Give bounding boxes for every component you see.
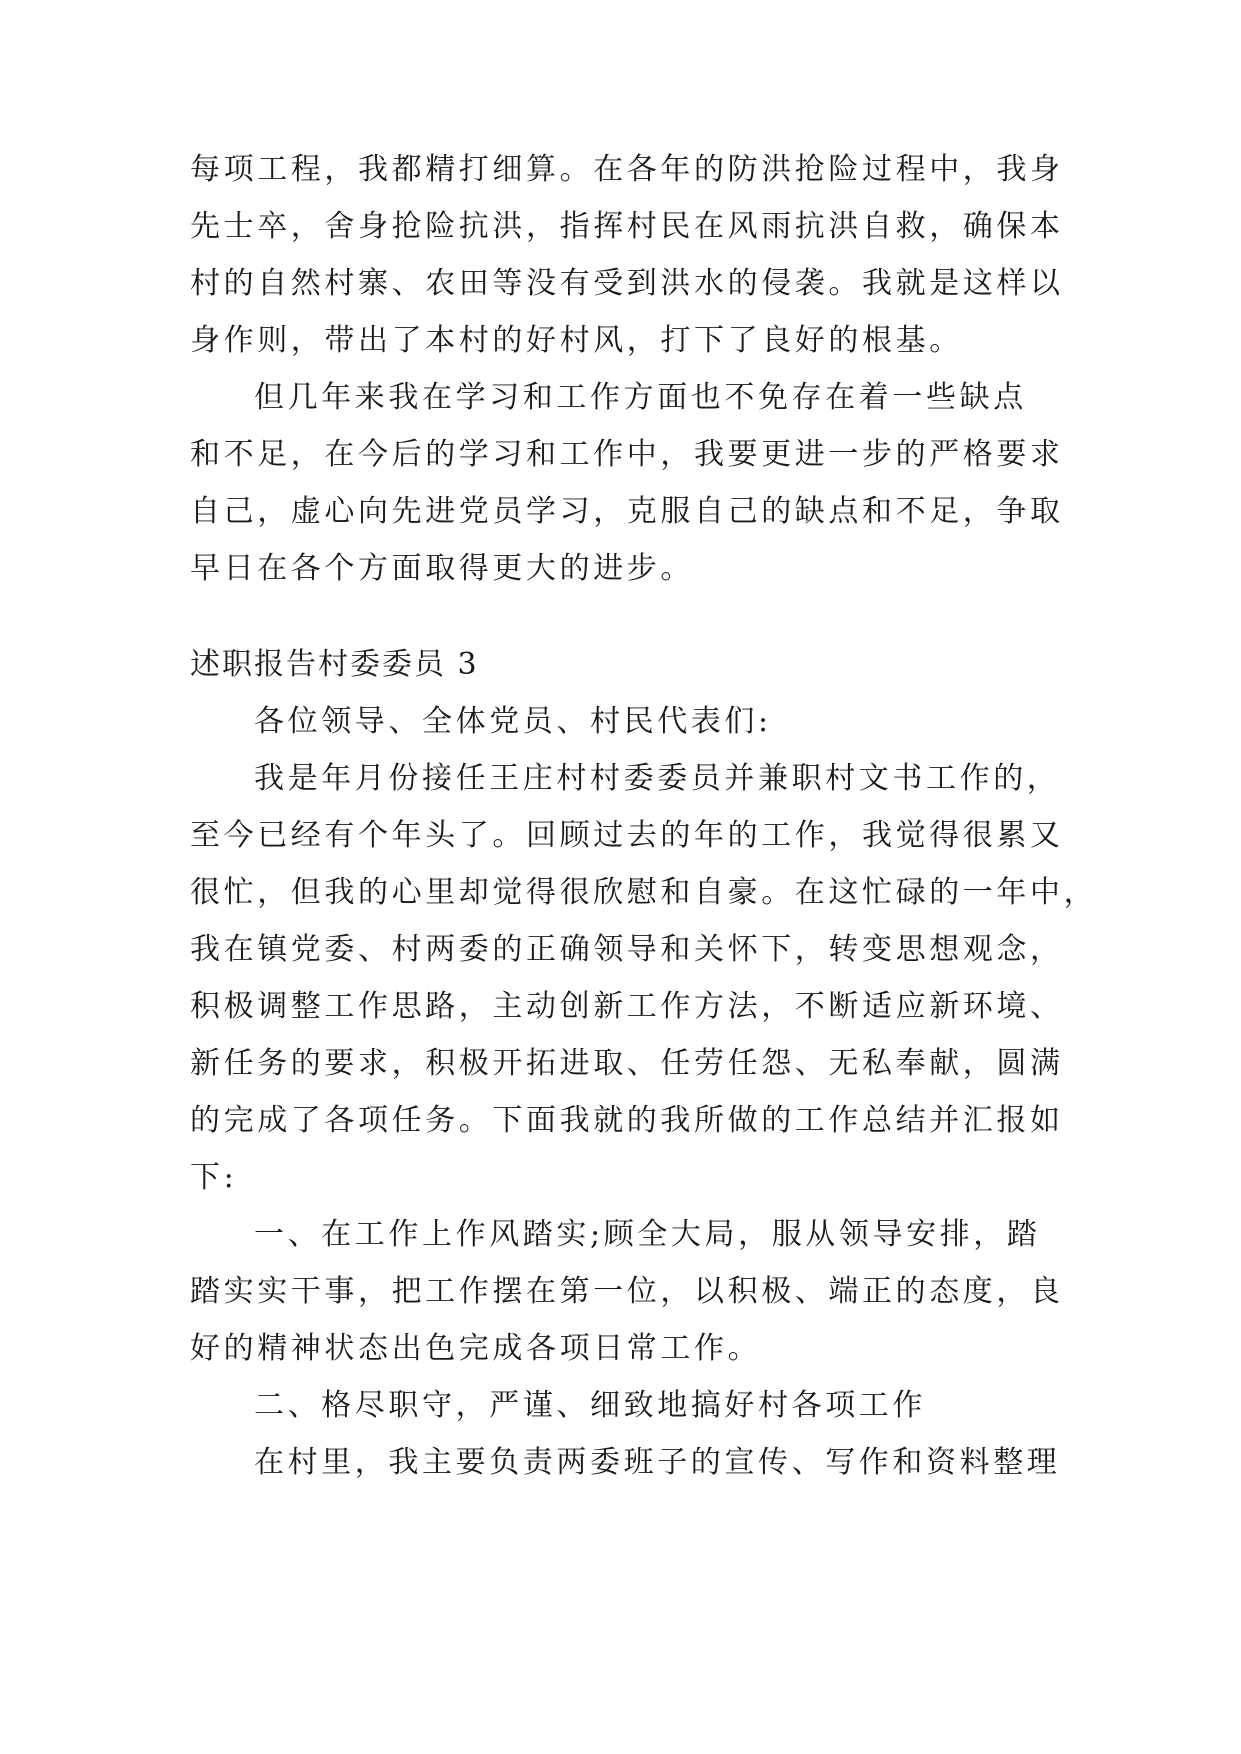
paragraph-line: 很忙，但我的心里却觉得很欣慰和自豪。在这忙碌的一年中， <box>190 875 1098 910</box>
paragraph-line: 的完成了各项任务。下面我就的我所做的工作总结并汇报如 <box>190 1103 1064 1138</box>
paragraph-line: 新任务的要求，积极开拓进取、任劳任怨、无私奉献，圆满 <box>190 1046 1064 1081</box>
paragraph-line: 踏实实干事，把工作摆在第一位，以积极、端正的态度，良 <box>190 1274 1064 1309</box>
paragraph-line: 下: <box>190 1160 238 1195</box>
paragraph-line: 但几年来我在学习和工作方面也不免存在着一些缺点 <box>254 380 1027 415</box>
salutation: 各位领导、全体党员、村民代表们: <box>254 704 772 739</box>
paragraph-line: 早日在各个方面取得更大的进步。 <box>190 551 694 586</box>
paragraph-line: 每项工程，我都精打细算。在各年的防洪抢险过程中，我身 <box>190 152 1064 187</box>
paragraph-line: 先士卒，舍身抢险抗洪，指挥村民在风雨抗洪自救，确保本 <box>190 209 1064 244</box>
paragraph-line: 自己，虚心向先进党员学习，克服自己的缺点和不足，争取 <box>190 494 1064 529</box>
paragraph-line: 一、在工作上作风踏实;顾全大局，服从领导安排，踏 <box>254 1217 1041 1252</box>
paragraph-line: 好的精神状态出色完成各项日常工作。 <box>190 1331 762 1366</box>
section-title: 述职报告村委委员 3 <box>190 647 479 682</box>
paragraph-line: 和不足，在今后的学习和工作中，我要更进一步的严格要求 <box>190 437 1064 472</box>
paragraph-line: 我是年月份接任王庄村村委委员并兼职村文书工作的， <box>254 761 1061 796</box>
paragraph-line: 身作则，带出了本村的好村风，打下了良好的根基。 <box>190 323 963 358</box>
paragraph-line: 我在镇党委、村两委的正确领导和关怀下，转变思想观念， <box>190 932 1064 967</box>
paragraph-line: 村的自然村寨、农田等没有受到洪水的侵袭。我就是这样以 <box>190 266 1064 301</box>
paragraph-line: 在村里，我主要负责两委班子的宣传、写作和资料整理 <box>254 1445 1061 1480</box>
paragraph-line: 积极调整工作思路，主动创新工作方法，不断适应新环境、 <box>190 989 1064 1024</box>
subheading: 二、格尽职守，严谨、细致地搞好村各项工作 <box>254 1388 926 1423</box>
paragraph-line: 至今已经有个年头了。回顾过去的年的工作，我觉得很累又 <box>190 818 1064 853</box>
